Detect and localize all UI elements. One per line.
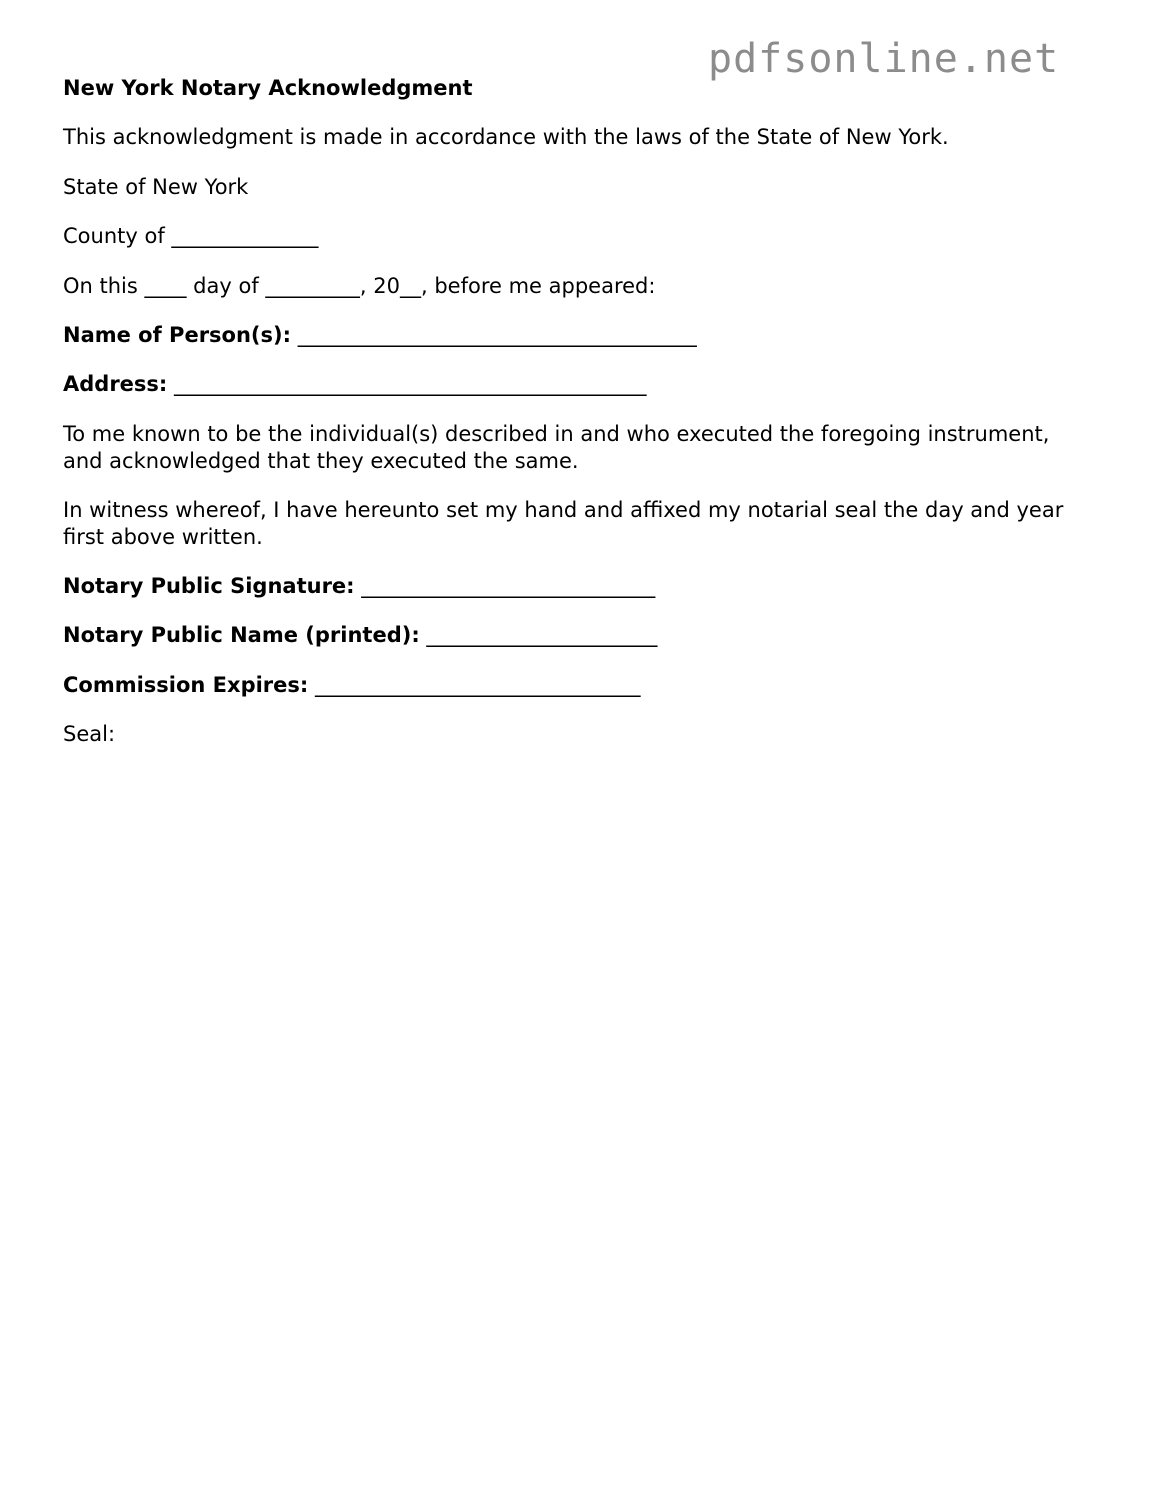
appearance-line: On this ____ day of _________, 20__, before me appeared: xyxy=(63,274,656,298)
witness-statement: In witness whereof, I have hereunto set my hand and affixed my notarial seal the day and year first above written. xyxy=(63,498,1064,549)
intro-text: This acknowledgment is made in accordance with the laws of the State of New York. xyxy=(63,125,949,149)
seal-label: Seal: xyxy=(63,722,116,746)
address-label: Address: xyxy=(63,372,168,396)
watermark: pdfsonline.net xyxy=(708,36,1060,82)
notary-signature-blank: ____________________________ xyxy=(361,574,656,598)
name-of-persons-row xyxy=(63,322,697,349)
document-title: New York Notary Acknowledgment xyxy=(63,76,473,100)
address-row xyxy=(63,371,647,398)
commission-expires-row xyxy=(63,672,641,699)
notary-printed-name-label: Notary Public Name (printed): xyxy=(63,623,420,647)
notary-printed-name-blank: ______________________ xyxy=(426,623,658,647)
notary-printed-name-row xyxy=(63,622,657,649)
name-of-persons-blank: ______________________________________ xyxy=(297,323,697,347)
commission-expires-label: Commission Expires: xyxy=(63,673,309,697)
known-statement: To me known to be the individual(s) described in and who executed the foregoing instrument, and acknowledged that they executed the same. xyxy=(63,422,1050,473)
county-line: County of ______________ xyxy=(63,224,319,248)
notary-signature-row xyxy=(63,573,655,600)
state-line: State of New York xyxy=(63,175,249,199)
commission-expires-blank: _______________________________ xyxy=(315,673,641,697)
address-blank: _____________________________________________ xyxy=(174,372,647,396)
notary-signature-label: Notary Public Signature: xyxy=(63,574,355,598)
name-of-persons-label: Name of Person(s): xyxy=(63,323,292,347)
